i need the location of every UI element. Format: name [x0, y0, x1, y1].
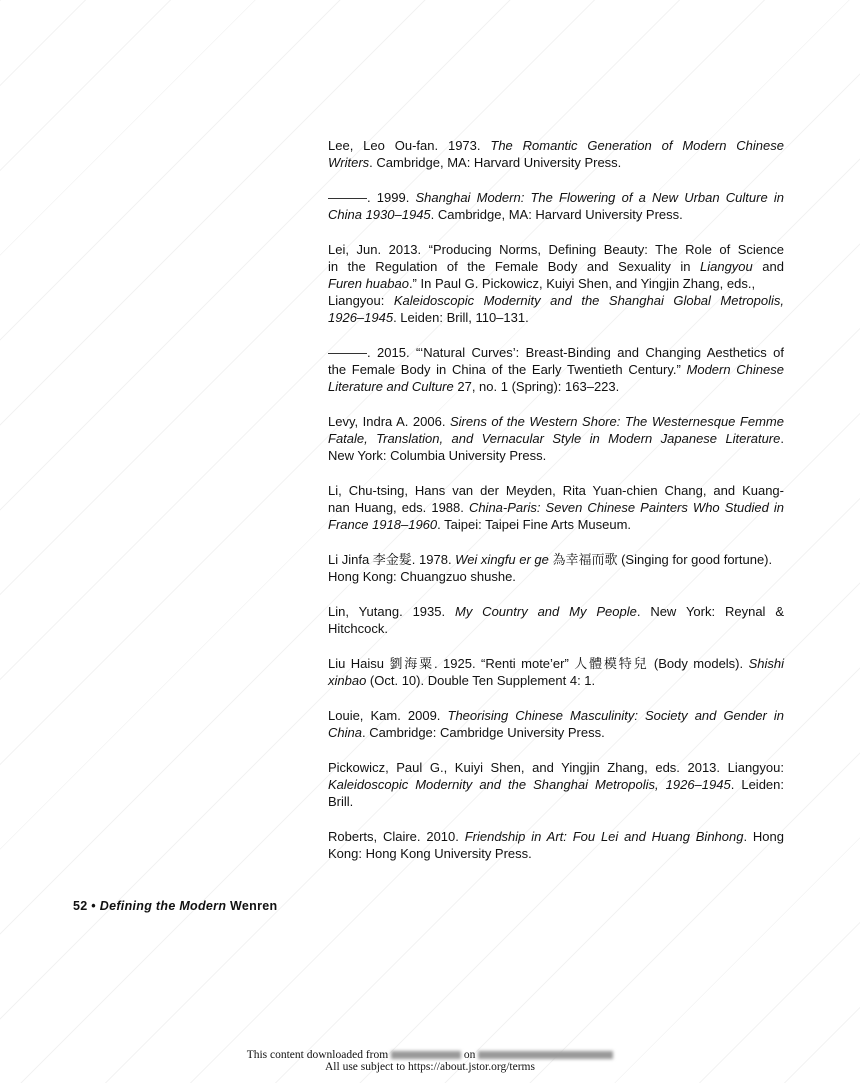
reference-entry [328, 189, 784, 223]
italic-title-text: France 1918–1960 [328, 517, 438, 532]
reference-line [328, 309, 784, 326]
reference-text: in the Regulation of the Female Body and Sexuality in [328, 259, 700, 274]
italic-title-text: Sirens of the Western Shore: The Westernesque Femme [449, 414, 784, 429]
bullet-separator: • [87, 899, 100, 913]
reference-text: . Cambridge, MA: Harvard University Press. [369, 155, 622, 170]
italic-title-text: Liangyou [700, 259, 753, 274]
reference-entry [328, 137, 784, 171]
reference-text: New York: Columbia University Press. [328, 448, 547, 463]
reference-line [328, 258, 784, 275]
reference-line [328, 361, 784, 378]
reference-line [328, 759, 784, 776]
reference-text: Liu Haisu 劉海粟. 1925. “Renti mote’er” 人體模特兒 (Body models). [328, 656, 749, 671]
italic-title-text: xinbao [328, 673, 367, 688]
reference-text: the Female Body in China of the Early Twentieth Century.” [328, 362, 687, 377]
reference-line [328, 292, 784, 309]
reference-text: Lin, Yutang. 1935. [328, 604, 455, 619]
reference-line [328, 482, 784, 499]
reference-line [328, 206, 784, 223]
download-notice [0, 1049, 860, 1073]
italic-title-text: Wei xingfu er ge [455, 552, 549, 567]
italic-title-text: My Country and My People [454, 604, 637, 619]
terms-link[interactable]: All use subject to https://about.jstor.org/terms [325, 1061, 535, 1073]
reference-line [328, 430, 784, 447]
italic-title-text: Furen huabao [328, 276, 409, 291]
reference-entry [328, 413, 784, 464]
reference-line [328, 275, 784, 292]
reference-text: Li Jinfa 李金髮. 1978. [328, 552, 456, 567]
italic-title-text: Fatale, Translation, and Vernacular Style in Modern Japanese Literature [328, 431, 781, 446]
reference-entry [328, 707, 784, 741]
reference-text: . New York: Reynal & [636, 604, 784, 619]
redacted-timestamp [478, 1051, 613, 1059]
download-notice-line-1: This content downloaded from on [0, 1049, 860, 1061]
reference-line [328, 241, 784, 258]
reference-line [328, 516, 784, 533]
reference-text: Hitchcock. [328, 621, 388, 636]
reference-text: 為幸福而歌 (Singing for good fortune). [548, 552, 773, 567]
reference-line [328, 447, 784, 464]
reference-line [328, 672, 784, 689]
reference-entry [328, 603, 784, 637]
reference-line [328, 378, 784, 395]
reference-line [328, 344, 784, 361]
reference-entry [328, 344, 784, 395]
reference-text: Louie, Kam. 2009. [328, 708, 448, 723]
reference-text: 27, no. 1 (Spring): 163–223. [453, 379, 620, 394]
reference-text: . [780, 431, 784, 446]
reference-line [328, 845, 784, 862]
italic-title-text: China [328, 725, 362, 740]
italic-title-text: Literature and Culture [328, 379, 454, 394]
reference-text: nan Huang, eds. 1988. [328, 500, 469, 515]
reference-text: Brill. [328, 794, 354, 809]
reference-entry [328, 241, 784, 326]
reference-line [328, 620, 784, 637]
reference-text: Levy, Indra A. 2006. [328, 414, 450, 429]
italic-title-text: Shanghai Modern: The Flowering of a New Urban Culture in [415, 190, 784, 205]
italic-title-text: Theorising Chinese Masculinity: Society and Gender in [447, 708, 784, 723]
reference-line [328, 568, 784, 585]
italic-title-text: Kaleidoscopic Modernity and the Shanghai Metropolis, 1926–1945 [328, 777, 731, 792]
reference-text: Pickowicz, Paul G., Kuiyi Shen, and Yingjin Zhang, eds. 2013. Liangyou: [328, 760, 784, 775]
reference-line [328, 189, 784, 206]
reference-line [328, 828, 784, 845]
reference-text: . Cambridge: Cambridge University Press. [361, 725, 605, 740]
page-number: 52 [73, 899, 88, 913]
book-title-rest: Wenren [226, 899, 278, 913]
italic-title-text: 1926–1945 [328, 310, 394, 325]
reference-entry [328, 551, 784, 585]
reference-text: Liangyou: [328, 293, 394, 308]
reference-line [328, 724, 784, 741]
reference-text: ———. 2015. “‘Natural Curves’: Breast-Binding and Changing Aesthetics of [328, 345, 784, 360]
reference-line [328, 137, 784, 154]
reference-text: Hong Kong: Chuangzuo shushe. [328, 569, 516, 584]
reference-text: ———. 1999. [328, 190, 416, 205]
reference-text: . Taipei: Taipei Fine Arts Museum. [437, 517, 632, 532]
reference-text: Roberts, Claire. 2010. [328, 829, 465, 844]
italic-title-text: Shishi [748, 656, 784, 671]
reference-text: . Cambridge, MA: Harvard University Press. [430, 207, 683, 222]
reference-text: Lee, Leo Ou-fan. 1973. [328, 138, 491, 153]
reference-text: and [752, 259, 784, 274]
italic-title-text: Kaleidoscopic Modernity and the Shanghai Global Metropolis, [393, 293, 784, 308]
reference-text: .” In Paul G. Pickowicz, Kuiyi Shen, and Yingjin Zhang, eds., [408, 276, 756, 291]
italic-title-text: Modern Chinese [686, 362, 784, 377]
redacted-ip [391, 1051, 461, 1059]
reference-line [328, 499, 784, 516]
reference-line [328, 655, 784, 672]
running-footer [73, 899, 277, 913]
italic-title-text: The Romantic Generation of Modern Chinese [490, 138, 784, 153]
reference-line [328, 413, 784, 430]
reference-text: (Oct. 10). Double Ten Supplement 4: 1. [366, 673, 596, 688]
italic-title-text: China 1930–1945 [328, 207, 431, 222]
reference-text: . Hong [743, 829, 784, 844]
reference-line [328, 551, 784, 568]
reference-text: . Leiden: Brill, 110–131. [393, 310, 529, 325]
bibliography-list [328, 137, 784, 880]
reference-entry [328, 482, 784, 533]
reference-entry [328, 759, 784, 810]
italic-title-text: China-Paris: Seven Chinese Painters Who Studied in [468, 500, 784, 515]
reference-text: Li, Chu-tsing, Hans van der Meyden, Rita Yuan-chien Chang, and Kuang- [328, 483, 784, 498]
reference-line [328, 776, 784, 793]
reference-line [328, 603, 784, 620]
reference-text: Kong: Hong Kong University Press. [328, 846, 532, 861]
italic-title-text: Friendship in Art: Fou Lei and Huang Binhong [464, 829, 744, 844]
reference-line [328, 707, 784, 724]
reference-line [328, 793, 784, 810]
reference-text: Lei, Jun. 2013. “Producing Norms, Defining Beauty: The Role of Science [328, 242, 784, 257]
italic-title-text: Writers [328, 155, 370, 170]
reference-line [328, 154, 784, 171]
book-title-italic: Defining the Modern [99, 899, 227, 913]
reference-entry [328, 828, 784, 862]
reference-entry [328, 655, 784, 689]
reference-text: . Leiden: [730, 777, 784, 792]
